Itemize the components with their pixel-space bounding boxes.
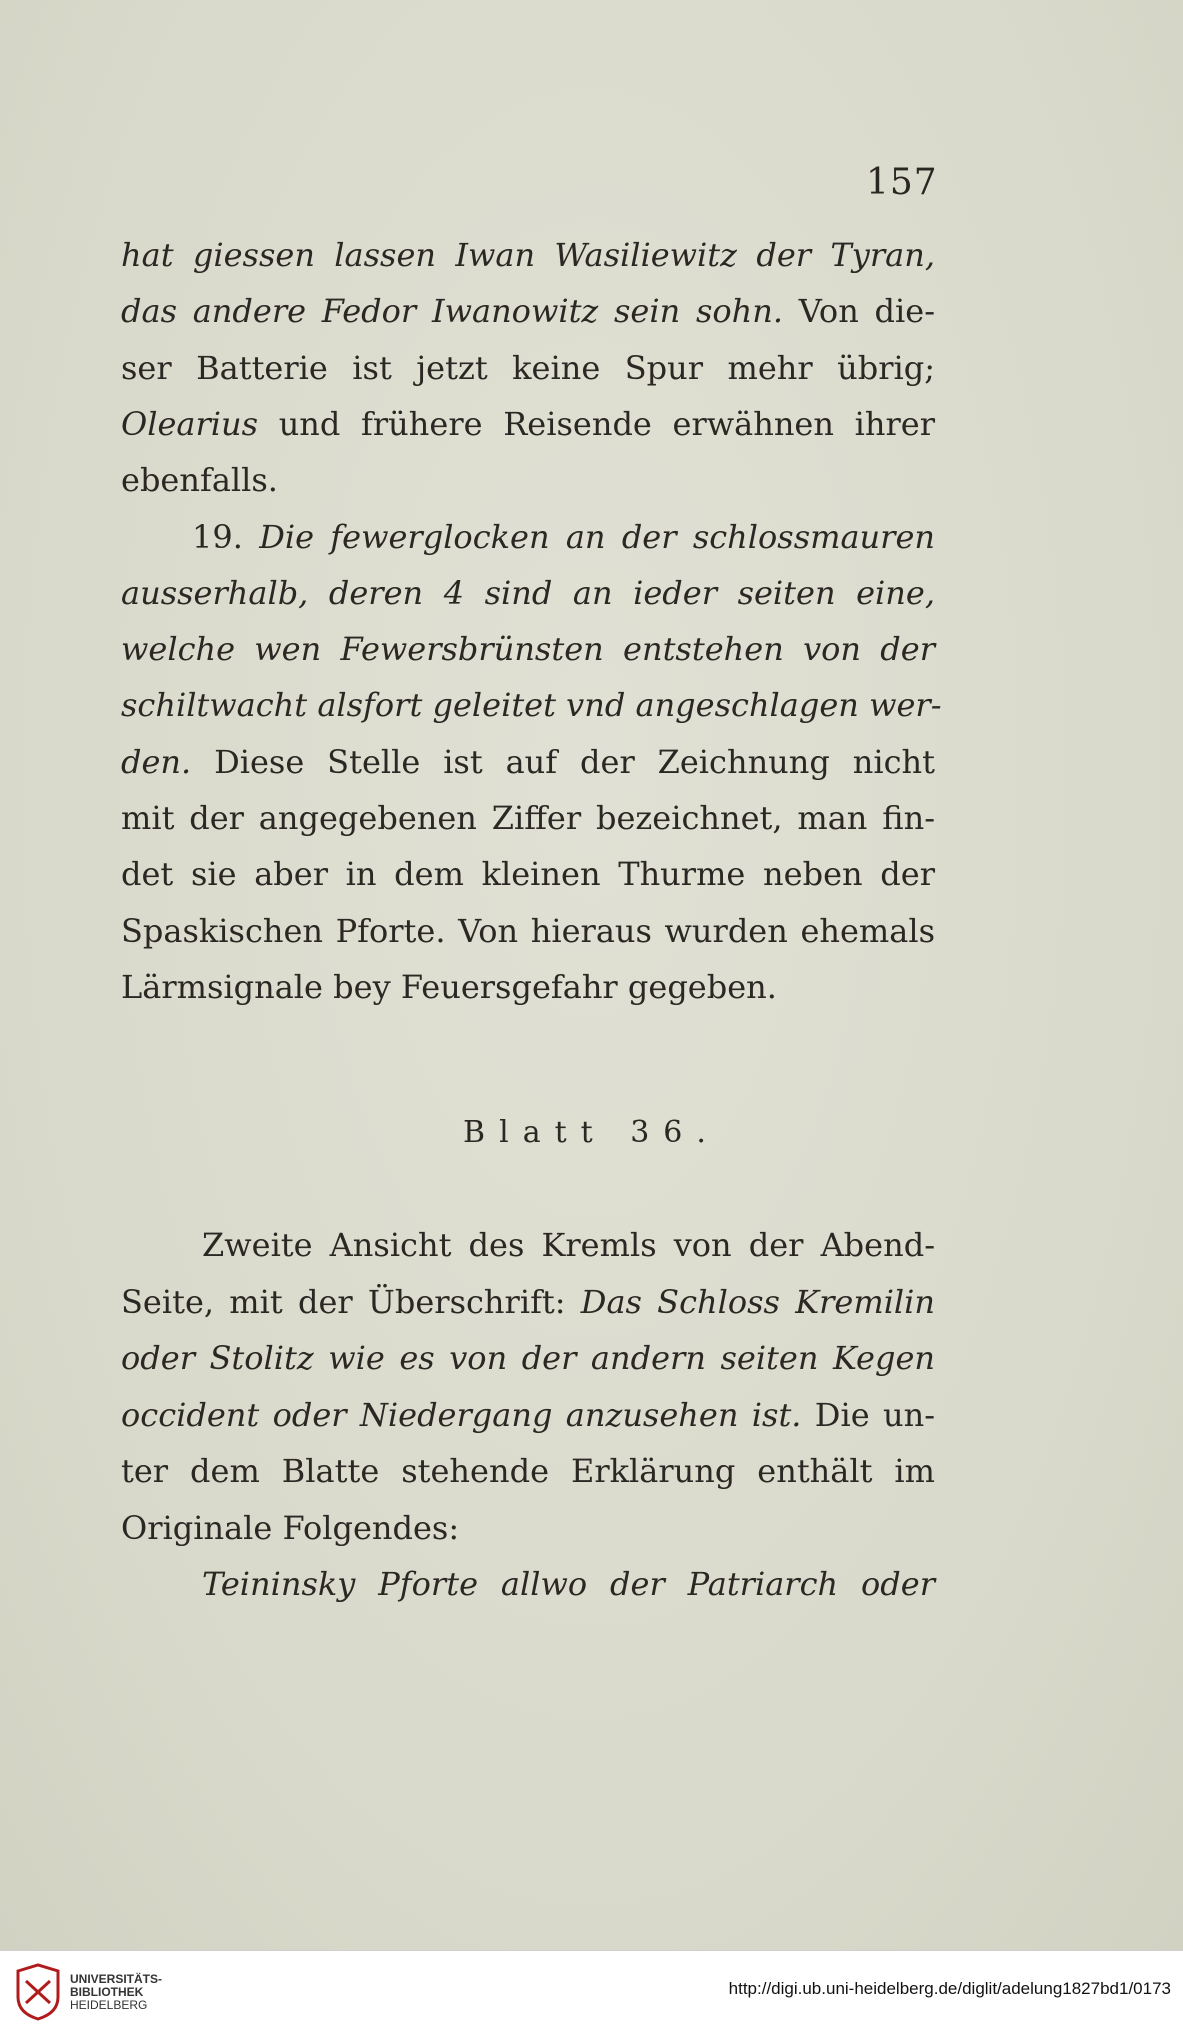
text-run: Zweite Ansicht des Kremls von der Abend-	[202, 1226, 935, 1264]
text-line	[121, 680, 942, 730]
text-run: Seite, mit der Überschrift:	[121, 1282, 581, 1321]
text-line	[121, 1503, 935, 1553]
library-line-3: HEIDELBERG	[70, 1998, 148, 2012]
text-line	[121, 230, 935, 280]
text-run: welche wen Fewersbrünsten entstehen von der	[121, 630, 935, 669]
text-line	[121, 962, 935, 1012]
text-line	[121, 343, 935, 393]
text-line	[121, 1333, 935, 1383]
text-line	[121, 737, 935, 787]
text-run: Olearius	[121, 404, 259, 443]
text-run: Lärmsignale bey Feuersgefahr gegeben.	[121, 967, 777, 1006]
text-line	[121, 906, 935, 956]
text-line	[121, 624, 935, 674]
text-run: das andere Fedor Iwanowitz sein sohn.	[121, 292, 784, 331]
text-run: det sie aber in dem kleinen Thurme neben der	[121, 855, 935, 894]
text-run: Originale Folgendes:	[121, 1508, 460, 1547]
text-run: Spaskischen Pforte. Von hieraus wurden ehemals	[121, 911, 935, 950]
source-url-link[interactable]: http://digi.ub.uni-heidelberg.de/diglit/adelung1827bd1/0173	[728, 1979, 1171, 1998]
text-run: Die un-	[801, 1395, 935, 1434]
text-line	[121, 286, 935, 336]
text-run: Das Schloss Kremilin	[580, 1282, 936, 1321]
text-line	[121, 1390, 935, 1440]
text-run: ebenfalls.	[121, 461, 278, 500]
text-run: mit der angegebenen Ziffer bezeichnet, man fin-	[121, 799, 935, 837]
text-line	[121, 849, 935, 899]
text-run: ausserhalb, deren 4 sind an ieder seiten eine,	[121, 573, 935, 612]
text-run: Diese Stelle ist auf der Zeichnung nicht	[191, 742, 935, 781]
text-run: ter dem Blatte stehende Erklärung enthält im	[121, 1452, 935, 1490]
section-heading: Blatt 36.	[463, 1115, 720, 1150]
text-run: und frühere Reisende erwähnen ihrer	[258, 404, 935, 443]
text-run: ser Batterie ist jetzt keine Spur mehr übrig;	[121, 348, 935, 387]
text-line	[121, 399, 935, 449]
text-line	[202, 1220, 935, 1270]
text-line	[121, 455, 935, 505]
page-number: 157	[866, 162, 938, 203]
library-line-2: BIBLIOTHEK	[70, 1985, 144, 1999]
library-logo-icon	[14, 1963, 62, 2021]
footer-bar	[0, 1950, 1183, 2034]
text-line	[121, 1446, 935, 1496]
text-line	[192, 512, 935, 562]
text-line	[121, 1277, 935, 1327]
text-run: Die fewerglocken an der schlossmauren	[259, 517, 936, 556]
text-run: schiltwacht alsfort geleitet vnd angeschlagen wer-	[121, 686, 942, 725]
text-line	[121, 568, 935, 618]
text-run: 19.	[192, 517, 260, 556]
text-run: hat giessen lassen Iwan Wasiliewitz der Tyran,	[121, 236, 935, 274]
text-run: Von die-	[783, 292, 936, 331]
text-run: den.	[121, 742, 192, 781]
text-run: occident oder Niedergang anzusehen ist.	[121, 1395, 802, 1434]
library-line-1: UNIVERSITÄTS-	[70, 1972, 163, 1986]
text-run: oder Stolitz wie es von der andern seiten Kegen	[121, 1339, 935, 1377]
text-line	[121, 793, 935, 843]
text-line	[202, 1559, 935, 1609]
text-run: Teininsky Pforte allwo der Patriarch oder	[202, 1565, 935, 1603]
library-name	[70, 1973, 162, 2012]
